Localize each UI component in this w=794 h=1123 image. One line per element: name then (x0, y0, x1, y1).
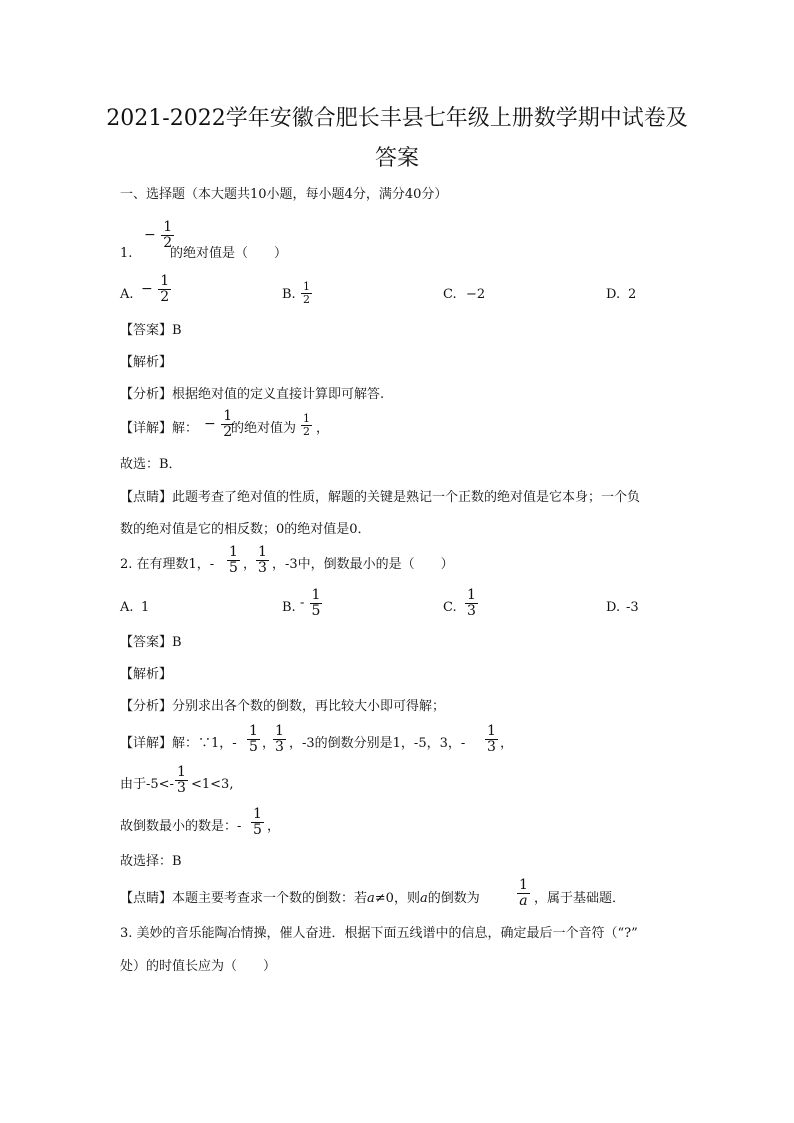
q1-xj-num2: 1 (303, 412, 310, 425)
q2-since-den: 3 (177, 779, 186, 796)
q1-option-b (300, 281, 313, 305)
q2-min-frac-inner (251, 807, 264, 837)
q2-choose: 故选择：B (120, 854, 182, 869)
q2-option-c-frac (465, 588, 478, 618)
q2-xiangjie-a: 【详解】解：∵1，- (120, 736, 237, 751)
q2-xj-frac2 (273, 724, 286, 754)
q2-option-b (300, 588, 323, 618)
section-heading: 一、选择题（本大题共10小题，每小题4分，满分40分） (120, 187, 448, 202)
q2-option-b-sign: - (300, 595, 305, 611)
q1-xj-num1: 1 (223, 408, 233, 424)
q2-xj-f1-den: 5 (249, 738, 258, 755)
q1-option-c-label: C. (443, 287, 457, 302)
q1-frac-sign: − (144, 227, 156, 244)
q2-stem-frac2-inner (256, 545, 269, 575)
q2-dianjing (120, 892, 480, 905)
q1-option-b-label: B. (282, 287, 296, 302)
q2-dj-den: a (519, 892, 528, 909)
q1-option-a-frac (158, 274, 171, 304)
q1-option-b-num: 1 (303, 280, 310, 293)
q1-option-b-den: 2 (303, 292, 310, 306)
q2-since-frac (174, 765, 189, 795)
q2-option-c-den: 3 (467, 602, 476, 619)
q2-dj-c: 的倒数为 (427, 891, 480, 906)
q1-option-d: 2 (628, 287, 637, 302)
q2-option-c (464, 588, 479, 618)
q1-xj-den1: 2 (223, 423, 233, 440)
q2-dj-d: ，属于基础题． (534, 891, 626, 906)
q1-xj-frac2 (301, 413, 312, 437)
q1-xiangjie-mid: 的绝对值为 (231, 421, 297, 436)
q2-min-den: 5 (253, 821, 262, 838)
q1-answer: 【答案】B (120, 323, 182, 338)
q2-dianjing-frac (516, 878, 531, 908)
q2-fenxi: 【分析】分别求出各个数的倒数，再比较大小即可得解； (120, 699, 446, 714)
q2-xiangjie-c: ，-3的倒数分别是1，-5，3，- (289, 736, 466, 751)
q2-option-d: -3 (626, 600, 639, 615)
q1-fenxi: 【分析】根据绝对值的定义直接计算即可解答. (120, 387, 385, 402)
q2-xj-f3-num: 1 (487, 723, 496, 739)
q2-min-a: 故倒数最小的数是：- (120, 819, 242, 834)
q2-answer: 【答案】B (120, 635, 182, 650)
q1-stem: 的绝对值是（ ） (170, 246, 288, 261)
q1-xiangjie-end: ， (316, 421, 330, 436)
q2-f1-den: 5 (229, 559, 238, 576)
q3-stem-line1: 3. 美妙的音乐能陶冶情操，催人奋进．根据下面五线谱中的信息，确定最后一个音符（“?” (120, 926, 638, 941)
q1-option-a-num: 1 (160, 273, 170, 289)
q2-f1-num: 1 (229, 544, 238, 560)
q1-option-c: −2 (466, 287, 486, 302)
q2-analysis-heading: 【解析】 (120, 667, 173, 682)
q2-f2-den: 3 (258, 559, 267, 576)
q2-dj-frac (517, 878, 530, 908)
q1-option-d-label: D. (606, 287, 621, 302)
q2-option-b-label: B. (282, 600, 296, 615)
q2-since-frac-inner (175, 765, 188, 795)
q2-f2-num: 1 (258, 544, 267, 560)
q1-xj-den2: 2 (303, 424, 310, 438)
q2-xiangjie-frac3 (484, 724, 499, 754)
q2-min-b: ， (267, 819, 281, 834)
q2-dj-num: 1 (519, 877, 528, 893)
q3-stem-line2: 处）的时值长应为（ ） (120, 959, 277, 974)
q1-option-a-label: A. (120, 287, 134, 302)
q2-option-a: 1 (141, 600, 150, 615)
q2-stem-frac2 (255, 545, 270, 575)
q2-dj-b: ≠0，则 (374, 891, 420, 906)
q1-number: 1. (120, 246, 133, 261)
q2-option-c-label: C. (443, 600, 457, 615)
q1-option-b-frac (301, 281, 312, 305)
q1-frac-num: 1 (163, 219, 173, 235)
q1-analysis-heading: 【解析】 (120, 355, 173, 370)
q1-xj-sign: − (204, 416, 216, 433)
q2-option-d-label: D. (606, 600, 621, 615)
q2-min-num: 1 (253, 806, 262, 822)
q2-since-num: 1 (177, 764, 186, 780)
q1-option-a-den: 2 (160, 288, 170, 305)
document-title-line2: 答案 (374, 146, 419, 171)
q1-dianjing-line2: 数的绝对值是它的相反数；0的绝对值是0． (120, 522, 371, 537)
q2-min-frac (250, 807, 265, 837)
q1-xiangjie-frac2 (300, 413, 313, 437)
q2-xj-f2-den: 3 (275, 738, 284, 755)
q1-frac-den: 2 (163, 234, 173, 251)
q2-dj-var1: a (367, 891, 375, 906)
q2-xiangjie-b: ， (262, 736, 276, 751)
q2-option-b-den: 5 (311, 602, 321, 619)
q2-option-b-num: 1 (311, 587, 321, 603)
q1-option-a (141, 274, 172, 304)
document-title-line1: 2021-2022学年安徽合肥长丰县七年级上册数学期中试卷及 (106, 106, 688, 131)
q2-option-c-num: 1 (467, 587, 476, 603)
q2-dj-var2: a (419, 891, 428, 906)
q2-xiangjie-frac2 (272, 724, 287, 754)
q2-option-b-frac (310, 588, 323, 618)
q2-xj-f3-den: 3 (487, 738, 496, 755)
q2-xj-f2-num: 1 (275, 723, 284, 739)
q2-option-a-label: A. (120, 600, 134, 615)
q2-stem-frac1-inner (227, 545, 240, 575)
q2-dj-a: 【点睛】本题主要考查求一个数的倒数：若 (120, 891, 368, 906)
q2-xj-frac1 (247, 724, 260, 754)
q2-xiangjie-d: ， (500, 736, 514, 751)
q1-xiangjie-prefix: 【详解】解： (120, 421, 199, 436)
q2-since-a: 由于-5<- (120, 777, 174, 792)
q2-since-b: <1<3, (191, 777, 234, 792)
q2-stem-c: ，-3中，倒数最小的是（ ） (272, 557, 454, 572)
q2-stem-b: ， (243, 557, 257, 572)
q2-xj-f1-num: 1 (249, 723, 258, 739)
q2-stem-a: 2. 在有理数1，- (120, 557, 215, 572)
q1-choose: 故选：B． (120, 457, 182, 472)
q2-stem-frac1 (226, 545, 241, 575)
q2-xj-frac3 (485, 724, 498, 754)
q2-xiangjie-frac1 (246, 724, 261, 754)
q1-option-a-sign: − (141, 281, 153, 298)
q1-dianjing-line1: 【点睛】此题考查了绝对值的性质，解题的关键是熟记一个正数的绝对值是它本身；一个负 (120, 490, 641, 505)
